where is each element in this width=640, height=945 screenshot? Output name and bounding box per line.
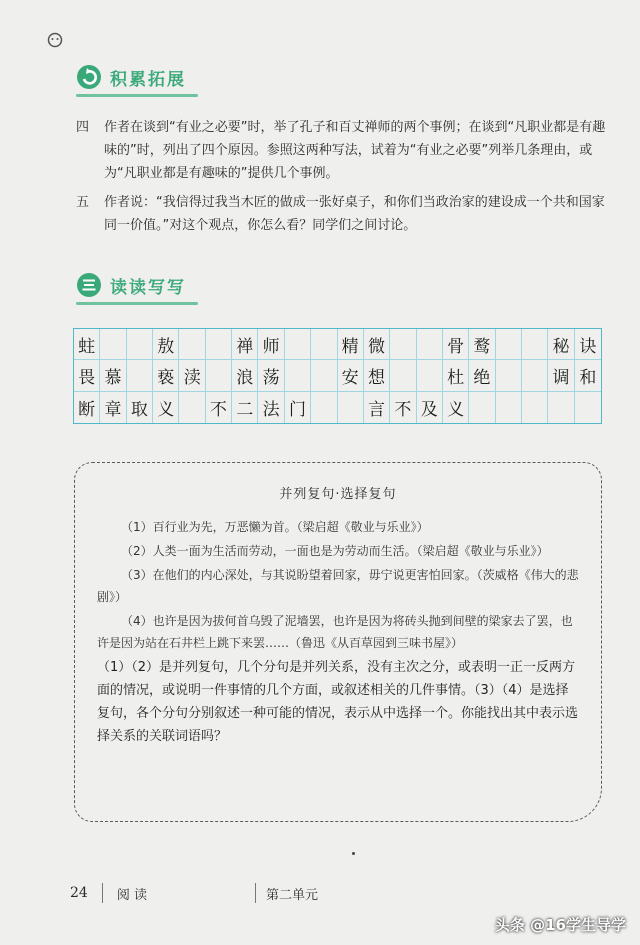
grid-cell: 微	[364, 329, 390, 360]
grid-cell: 秘	[548, 329, 574, 360]
grid-cell: 渎	[179, 360, 205, 391]
question-text: 作者在谈到“有业之必要”时，举了孔子和百丈禅师的两个事例；在谈到“凡职业都是有趣味的”时，列出了四个原因。参照这两种写法，试着为“有业之必要”列举几条理由，或为“凡职业都是有趣味的”提供几个事例。	[104, 120, 606, 181]
grid-cell: 禅	[232, 329, 258, 360]
three-lines-icon	[76, 272, 102, 298]
refresh-arrow-icon	[76, 64, 102, 90]
grid-cell: 不	[206, 392, 232, 423]
grid-cell	[496, 329, 522, 360]
note-summary: （1）（2）是并列复句，几个分句是并列关系，没有主次之分，或表明一正一反两方面的情况，或说明一件事情的几个方面，或叙述相关的几件事情。（3）（4）是选择复句，各个分句分别叙述一种可能的情况，表示从中选择一个。你能找出其中表示选择关系的关联词语吗？	[97, 660, 579, 744]
smiley-ornament-icon	[44, 32, 66, 48]
example-sentence: （4）也许是因为拔何首乌毁了泥墙罢，也许是因为将砖头抛到间壁的梁家去了罢，也许是因为站在石井栏上跳下来罢……（鲁迅《从百草园到三味书屋》）	[97, 614, 573, 650]
grid-cell	[311, 329, 337, 360]
grid-cell: 章	[100, 392, 126, 423]
grid-cell	[179, 392, 205, 423]
grid-cell	[496, 392, 522, 423]
grid-cell: 安	[338, 360, 364, 391]
grid-cell	[127, 329, 153, 360]
grid-cell: 慕	[100, 360, 126, 391]
grid-cell: 畏	[74, 360, 100, 391]
grid-cell: 言	[364, 392, 390, 423]
grid-cell	[285, 360, 311, 391]
grid-cell	[311, 392, 337, 423]
section-title: 积累拓展	[110, 69, 186, 90]
grid-cell: 诀	[575, 329, 601, 360]
grid-cell: 门	[285, 392, 311, 423]
example-sentence: （2）人类一面为生活而劳动，一面也是为劳动而生活。（梁启超《敬业与乐业》）	[121, 544, 549, 558]
grid-cell	[417, 360, 443, 391]
footer-section-label: 阅 读	[116, 887, 147, 903]
footer-divider	[102, 883, 103, 903]
question-number: 五	[76, 195, 90, 210]
footer-unit-label: 第二单元	[266, 887, 319, 903]
grid-cell: 不	[390, 392, 416, 423]
section-title: 读读写写	[110, 277, 186, 298]
note-title: 并列复句·选择复句	[279, 487, 397, 502]
section-header-accumulate	[76, 64, 186, 90]
grammar-note-box	[74, 462, 602, 822]
grid-cell: 杜	[443, 360, 469, 391]
section-underline	[76, 302, 198, 305]
grid-cell: 亵	[153, 360, 179, 391]
grid-cell: 敖	[153, 329, 179, 360]
grid-cell	[548, 392, 574, 423]
grid-cell	[417, 329, 443, 360]
grid-cell: 绝	[469, 360, 495, 391]
section-underline	[76, 94, 198, 97]
grid-cell: 义	[153, 392, 179, 423]
grid-cell	[522, 392, 548, 423]
vocabulary-writing-grid	[73, 328, 602, 424]
grid-cell	[127, 360, 153, 391]
grid-cell: 师	[258, 329, 284, 360]
grid-cell: 调	[548, 360, 574, 391]
grid-cell	[179, 329, 205, 360]
grid-cell: 二	[232, 392, 258, 423]
question-number: 四	[76, 120, 90, 135]
grid-cell: 浪	[232, 360, 258, 391]
grid-cell: 和	[575, 360, 601, 391]
footer-left	[70, 883, 147, 903]
grid-cell: 骨	[443, 329, 469, 360]
page-number: 24	[70, 885, 88, 901]
grid-cell	[390, 329, 416, 360]
grid-cell	[338, 392, 364, 423]
footer-right	[255, 883, 318, 903]
grid-cell: 荡	[258, 360, 284, 391]
question-5	[76, 191, 611, 237]
grid-cell	[469, 392, 495, 423]
grid-cell	[100, 329, 126, 360]
grid-cell	[206, 360, 232, 391]
grid-cell	[496, 360, 522, 391]
grid-cell	[522, 329, 548, 360]
grid-cell: 鹜	[469, 329, 495, 360]
grid-cell	[285, 329, 311, 360]
print-dot	[352, 852, 355, 855]
grid-cell: 想	[364, 360, 390, 391]
grid-cell	[390, 360, 416, 391]
footer-divider	[255, 883, 256, 903]
grid-cell: 义	[443, 392, 469, 423]
grid-cell	[575, 392, 601, 423]
grid-cell	[522, 360, 548, 391]
grid-cell: 取	[127, 392, 153, 423]
grid-cell: 断	[74, 392, 100, 423]
grid-cell: 法	[258, 392, 284, 423]
grid-cell: 蛀	[74, 329, 100, 360]
grid-cell: 精	[338, 329, 364, 360]
question-4	[76, 116, 611, 185]
section-header-read-write	[76, 272, 186, 298]
watermark: 头条 @16学生导学	[494, 916, 626, 934]
example-sentence: （1）百行业为先，万恶懒为首。（梁启超《敬业与乐业》）	[121, 520, 429, 534]
grid-cell	[206, 329, 232, 360]
example-sentence: （3）在他们的内心深处，与其说盼望着回家，毋宁说更害怕回家。（茨威格《伟大的悲剧》）	[97, 568, 579, 604]
question-text: 作者说：“我信得过我当木匠的做成一张好桌子，和你们当政治家的建设成一个共和国家同一价值。”对这个观点，你怎么看？同学们之间讨论。	[104, 195, 605, 233]
grid-cell	[311, 360, 337, 391]
grid-cell: 及	[417, 392, 443, 423]
